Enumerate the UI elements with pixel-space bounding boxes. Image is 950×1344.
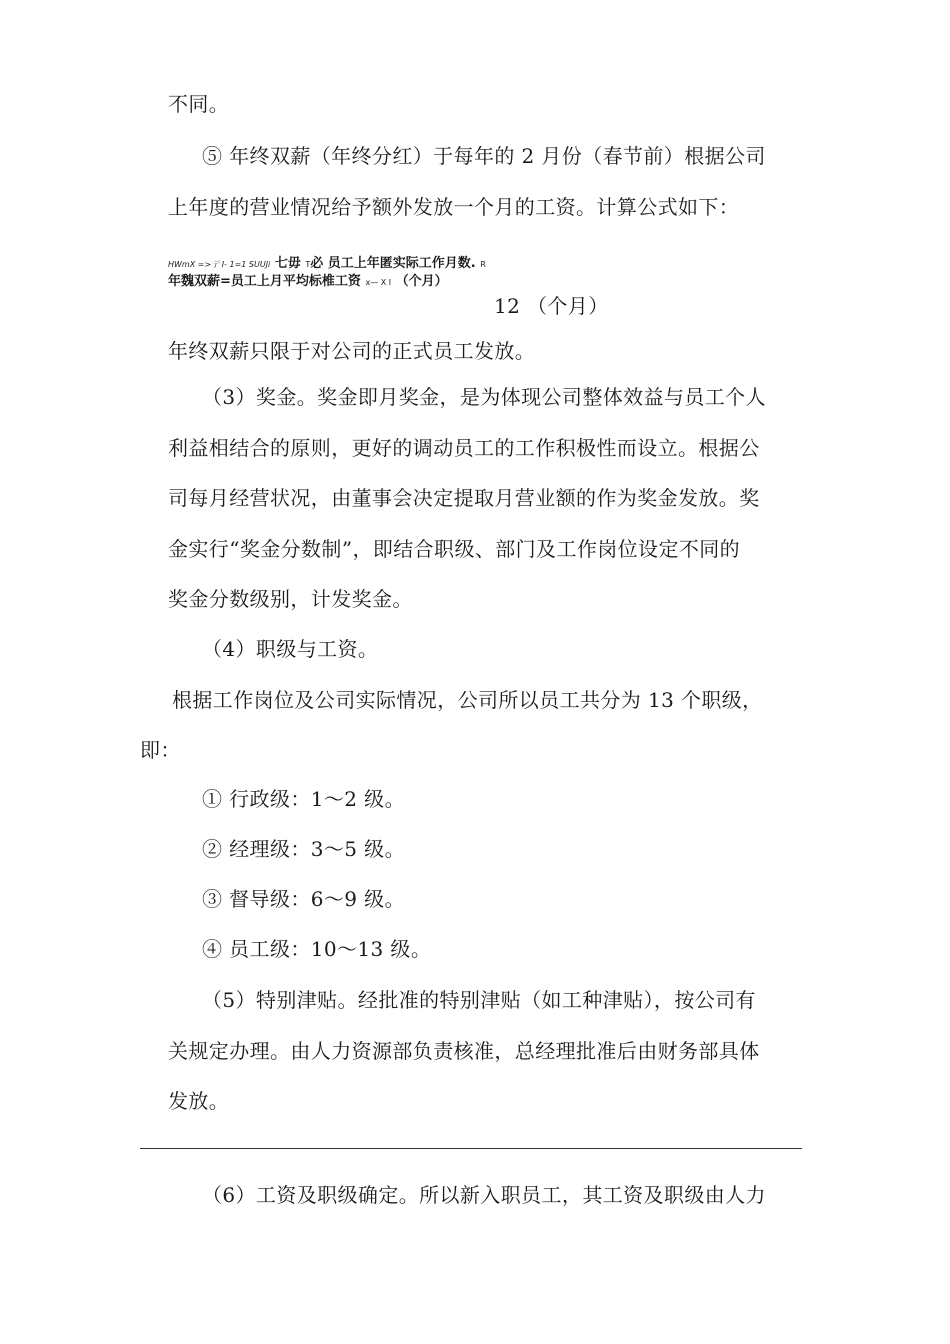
formula-line (168, 274, 448, 291)
list-item: ④ 员工级：10〜13 级。 (202, 937, 432, 961)
formula-fragment: 年魏双薪=员工上月平均标椎工资 (168, 274, 361, 289)
formula-fragment: HWmX =>亍 I- 1=1 SUUJi (168, 260, 271, 269)
formula-fragment: 必 员工上年匿实际工作月数. (310, 256, 476, 271)
formula-line: 12 （个月） (494, 294, 609, 318)
paragraph-line: （3）奖金。奖金即月奖金，是为体现公司整体效益与员工个人 (202, 385, 766, 409)
page-divider (140, 1148, 802, 1149)
formula-fragment: T (305, 260, 311, 269)
list-item: ③ 督导级：6〜9 级。 (202, 887, 405, 911)
paragraph-line: 司每月经营状况，由董事会决定提取月营业额的作为奖金发放。奖 (168, 486, 760, 510)
paragraph-line: ⑤ 年终双薪（年终分红）于每年的 2 月份（春节前）根据公司 (202, 144, 766, 168)
paragraph-line: 发放。 (168, 1089, 230, 1113)
paragraph-line: 年终双薪只限于对公司的正式员工发放。 (168, 339, 536, 363)
paragraph-line: （4）职级与工资。 (202, 637, 379, 661)
paragraph-line: （6）工资及职级确定。所以新入职员工，其工资及职级由人力 (202, 1183, 766, 1207)
list-item: ② 经理级：3〜5 级。 (202, 837, 405, 861)
paragraph-line: （5）特别津贴。经批准的特别津贴（如工种津贴），按公司有 (202, 988, 756, 1012)
paragraph-line: 利益相结合的原则，更好的调动员工的工作积极性而设立。根据公 (168, 436, 760, 460)
paragraph-line: 根据工作岗位及公司实际情况，公司所以员工共分为 13 个职级， (172, 688, 763, 712)
paragraph-line: 奖金分数级别，计发奖金。 (168, 587, 413, 611)
list-item: ① 行政级：1〜2 级。 (202, 787, 405, 811)
formula-fragment: R (480, 260, 486, 269)
paragraph-line: 不同。 (168, 92, 230, 116)
formula-fragment: 七毋 (274, 256, 306, 271)
formula-line (168, 256, 486, 273)
paragraph-line: 即： (140, 738, 181, 762)
paragraph-line: 上年度的营业情况给予额外发放一个月的工资。计算公式如下： (168, 195, 740, 219)
paragraph-line: 金实行“奖金分数制”，即结合职级、部门及工作岗位设定不同的 (168, 537, 741, 561)
paragraph-line: 关规定办理。由人力资源部负责核准，总经理批准后由财务部具体 (168, 1039, 760, 1063)
formula-fragment: （个月） (395, 274, 448, 289)
formula-fragment: x— X I (365, 278, 392, 287)
